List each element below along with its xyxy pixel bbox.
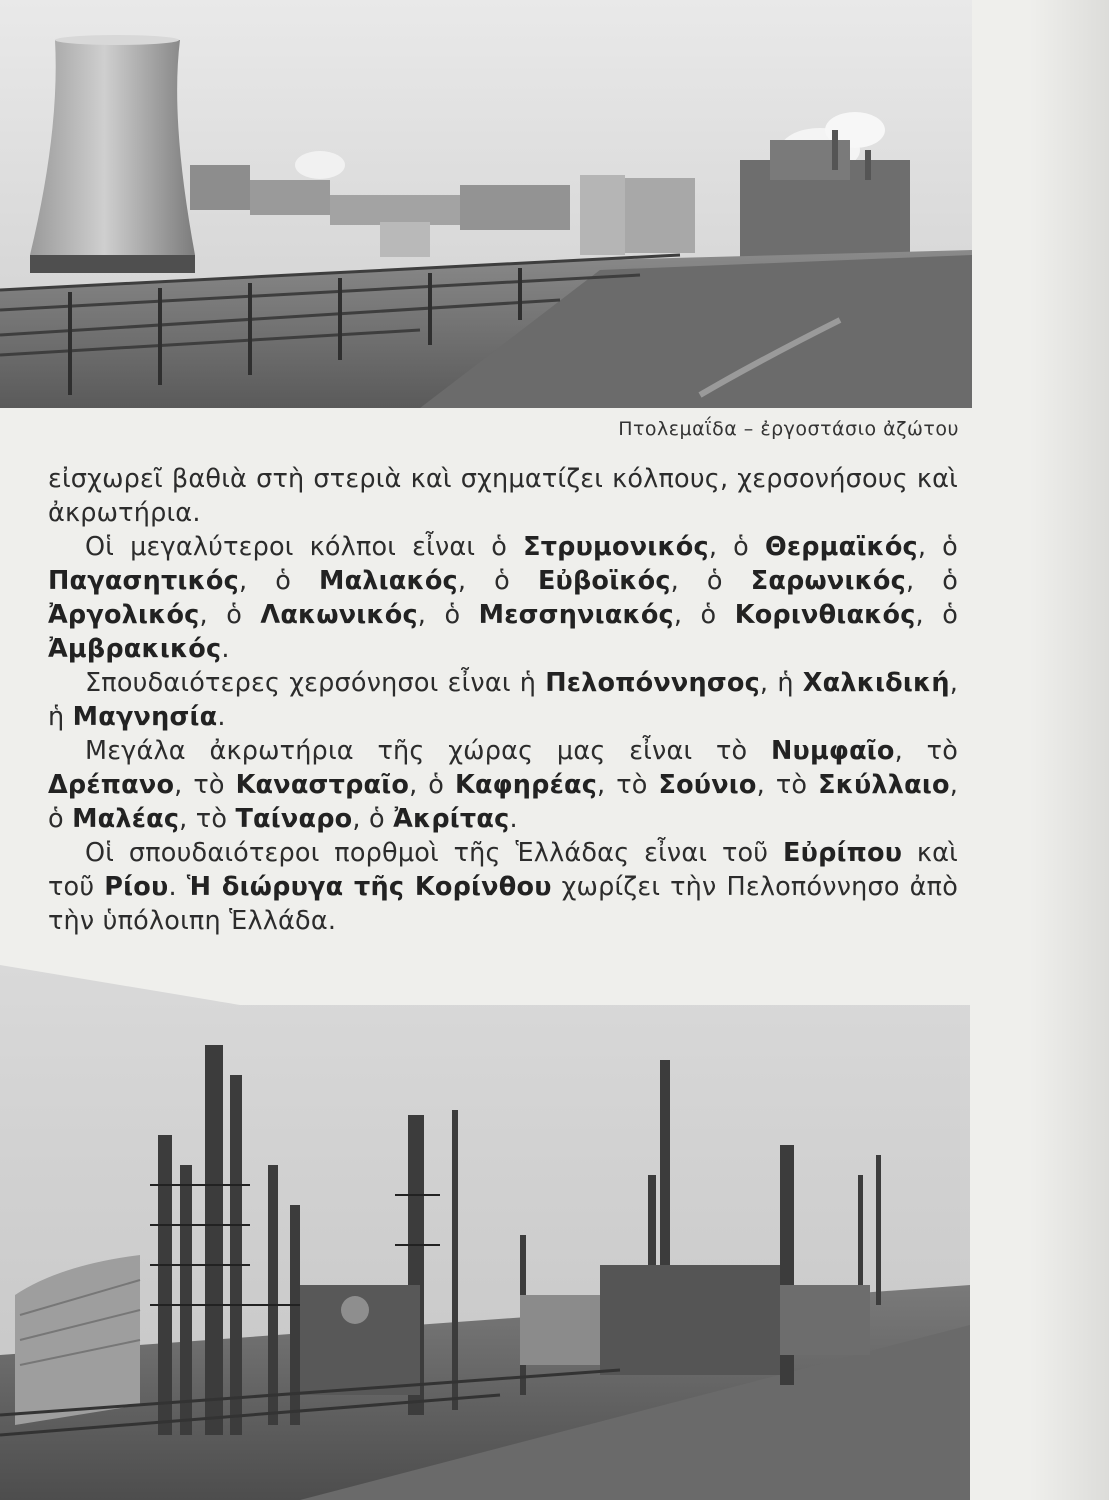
page-binding-shadow <box>1029 0 1109 1500</box>
photo-oil-refinery <box>0 965 970 1500</box>
caption-nitrogen-factory: Πτολεμαΐδα – ἐργοστάσιο ἀζώτου <box>618 418 959 440</box>
paragraph-gulfs: Οἱ μεγαλύτεροι κόλποι εἶναι ὁ Στρυμονικός, ὁ Θερμαϊκός, ὁ Παγασητικός, ὁ Μαλιακός, ὁ Εὐβοϊκός, ὁ Σαρωνικός, ὁ Ἀργολικός, ὁ Λακωνικός, ὁ Μεσσηνιακός, ὁ Κορινθιακός, ὁ Ἀμβρακικός. <box>48 532 959 664</box>
paragraph-peninsulas: Σπουδαιότερες χερσόνησοι εἶναι ἡ Πελοπόννησος, ἡ Χαλκιδική, ἡ Μαγνησία. <box>48 668 959 732</box>
paragraph-continuation: εἰσχωρεῖ βαθιὰ στὴ στεριὰ καὶ σχηματίζει κόλπους, χερσονήσους καὶ ἀκρωτήρια. <box>48 464 958 528</box>
paragraph-straits: Οἱ σπουδαιότεροι πορθμοὶ τῆς Ἑλλάδας εἶναι τοῦ Εὐρίπου καὶ τοῦ Ρίου. Ἡ διώρυγα τῆς Κορίνθου χωρίζει τὴν Πελοπόννησο ἀπὸ τὴν ὑπόλοιπη Ἑλλάδα. <box>48 838 958 936</box>
refinery-illustration <box>0 965 970 1500</box>
photo-nitrogen-factory <box>0 0 972 408</box>
body-text <box>48 462 958 938</box>
paragraph-capes: Μεγάλα ἀκρωτήρια τῆς χώρας μας εἶναι τὸ Νυμφαῖο, τὸ Δρέπανο, τὸ Καναστραῖο, ὁ Καφηρέας, τὸ Σούνιο, τὸ Σκύλλαιο, ὁ Μαλέας, τὸ Ταίναρο, ὁ Ἀκρίτας. <box>48 736 958 834</box>
factory-illustration <box>0 0 972 408</box>
